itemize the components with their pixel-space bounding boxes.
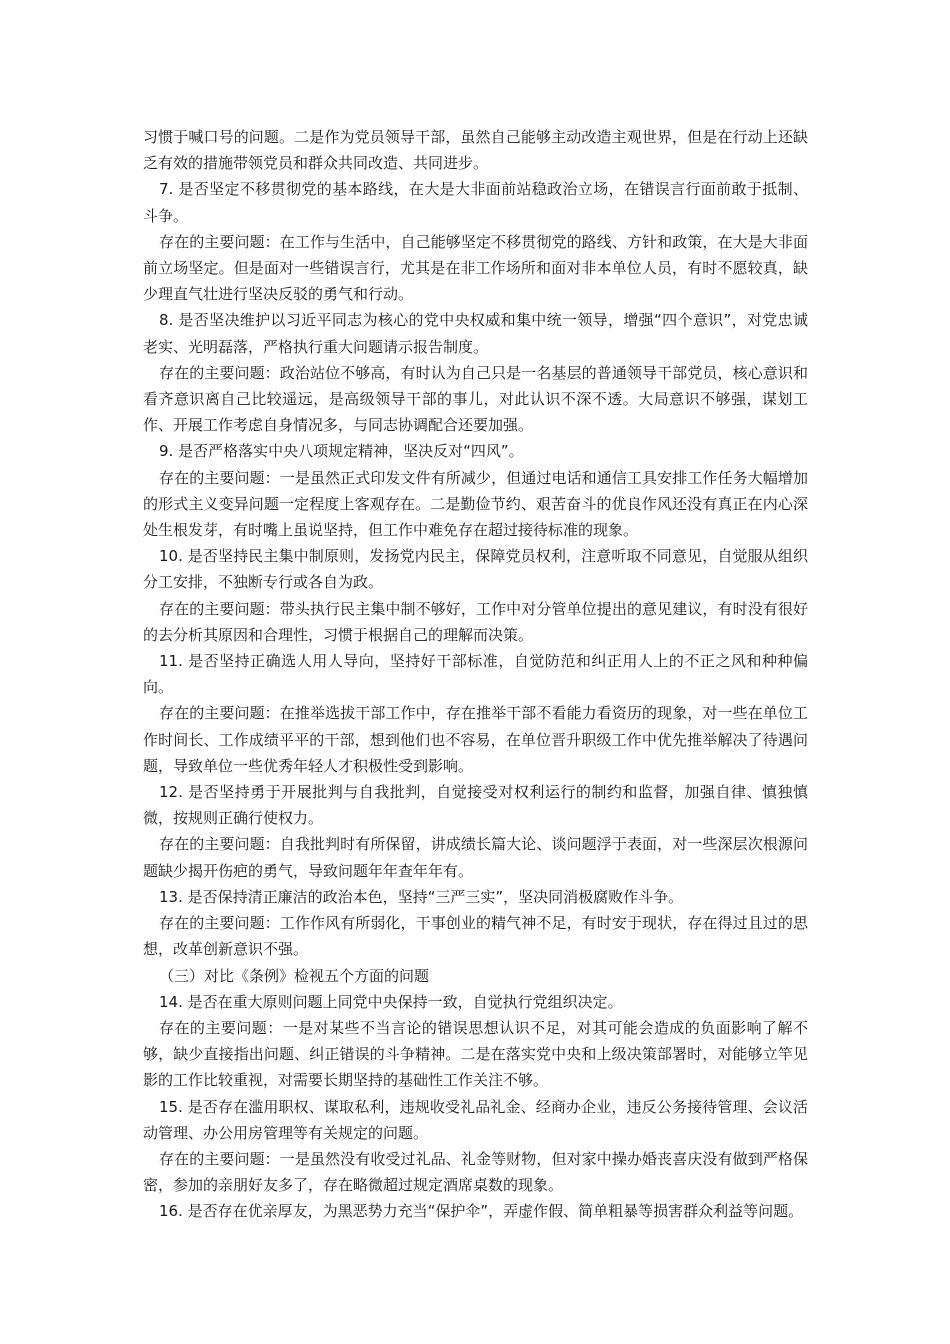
document-body (143, 124, 808, 1225)
document-paragraph: 存在的主要问题：在推举选拔干部工作中，存在推举干部不看能力看资历的现象，对一些在单位工作时间长、工作成绩平平的干部，想到他们也不容易，在单位晋升职级工作中优先推举解决了待遇问题，导致单位一些优秀年轻人才积极性受到影响。 (143, 704, 808, 775)
document-paragraph: 存在的主要问题：带头执行民主集中制不够好，工作中对分管单位提出的意见建议，有时没有很好的去分析其原因和合理性，习惯于根据自己的理解而决策。 (143, 599, 808, 644)
document-paragraph: 14. 是否在重大原则问题上同党中央保持一致，自觉执行党组织决定。 (159, 992, 623, 1011)
document-paragraph: 存在的主要问题：政治站位不够高，有时认为自己只是一名基层的普通领导干部党员，核心意识和看齐意识离自己比较遥远，是高级领导干部的事儿，对此认识不深不透。大局意识不够强，谋划工作、开展工作考虑自身情况多，与同志协调配合还要加强。 (143, 363, 808, 435)
document-paragraph: 存在的主要问题：一是虽然没有收受过礼品、礼金等财物，但对家中操办婚丧喜庆没有做到严格保密，参加的亲朋好友多了，存在略微超过规定酒席桌数的现象。 (143, 1149, 808, 1195)
document-paragraph: 9. 是否严格落实中央八项规定精神，坚决反对“四风”。 (159, 442, 524, 461)
document-paragraph: 13. 是否保持清正廉洁的政治本色，坚持“三严三实”，坚决同消极腐败作斗争。 (159, 887, 684, 906)
document-paragraph: 存在的主要问题：一是对某些不当言论的错误思想认识不足，对其可能会造成的负面影响了解不够，缺少直接指出问题、纠正错误的斗争精神。二是在落实党中央和上级决策部署时，对能够立竿见影的工作比较重视，对需要长期坚持的基础性工作关注不够。 (143, 1018, 808, 1090)
document-paragraph: 11. 是否坚持正确选人用人导向，坚持好干部标准，自觉防范和纠正用人上的不正之风和种种偏向。 (143, 652, 808, 697)
document-paragraph: 15. 是否存在滥用职权、谋取私利，违规收受礼品礼金、经商办企业，违反公务接待管理、会议活动管理、办公用房管理等有关规定的问题。 (143, 1097, 808, 1142)
document-paragraph: 16. 是否存在优亲厚友，为黑恶势力充当“保护伞”，弄虚作假、简单粗暴等损害群众利益等问题。 (159, 1202, 804, 1221)
document-paragraph: 存在的主要问题：工作作风有所弱化，干事创业的精气神不足，有时安于现状，存在得过且过的思想，改革创新意识不强。 (143, 914, 808, 959)
document-paragraph: （三）对比《条例》检视五个方面的问题 (159, 966, 430, 985)
document-paragraph: 存在的主要问题：在工作与生活中，自己能够坚定不移贯彻党的路线、方针和政策，在大是大非面前立场坚定。但是面对一些错误言行，尤其是在非工作场所和面对非本单位人员，有时不愿较真，缺少理直气壮进行坚决反驳的勇气和行动。 (143, 232, 808, 304)
document-paragraph: 10. 是否坚持民主集中制原则，发扬党内民主，保障党员权利，注意听取不同意见，自觉服从组织分工安排，不独断专行或各自为政。 (143, 547, 808, 592)
document-paragraph: 7. 是否坚定不移贯彻党的基本路线，在大是大非面前站稳政治立场，在错误言行面前敢于抵制、斗争。 (143, 180, 808, 225)
document-paragraph: 存在的主要问题：一是虽然正式印发文件有所减少，但通过电话和通信工具安排工作任务大幅增加的形式主义变异问题一定程度上客观存在。二是勤俭节约、艰苦奋斗的优良作风还没有真正在内心深处生根发芽，有时嘴上虽说坚持，但工作中难免存在超过接待标准的现象。 (143, 468, 808, 540)
document-paragraph: 12. 是否坚持勇于开展批判与自我批判，自觉接受对权利运行的制约和监督，加强自律、慎独慎微，按规则正确行使权力。 (143, 783, 808, 828)
document-paragraph: 存在的主要问题：自我批判时有所保留，讲成绩长篇大论、谈问题浮于表面，对一些深层次根源问题缺少揭开伤疤的勇气，导致问题年年查年年有。 (143, 835, 808, 880)
document-paragraph: 习惯于喊口号的问题。二是作为党员领导干部，虽然自己能够主动改造主观世界，但是在行动上还缺乏有效的措施带领党员和群众共同改造、共同进步。 (143, 128, 808, 173)
document-paragraph: 8. 是否坚决维护以习近平同志为核心的党中央权威和集中统一领导，增强“四个意识”，对党忠诚老实、光明磊落，严格执行重大问题请示报告制度。 (143, 311, 808, 356)
